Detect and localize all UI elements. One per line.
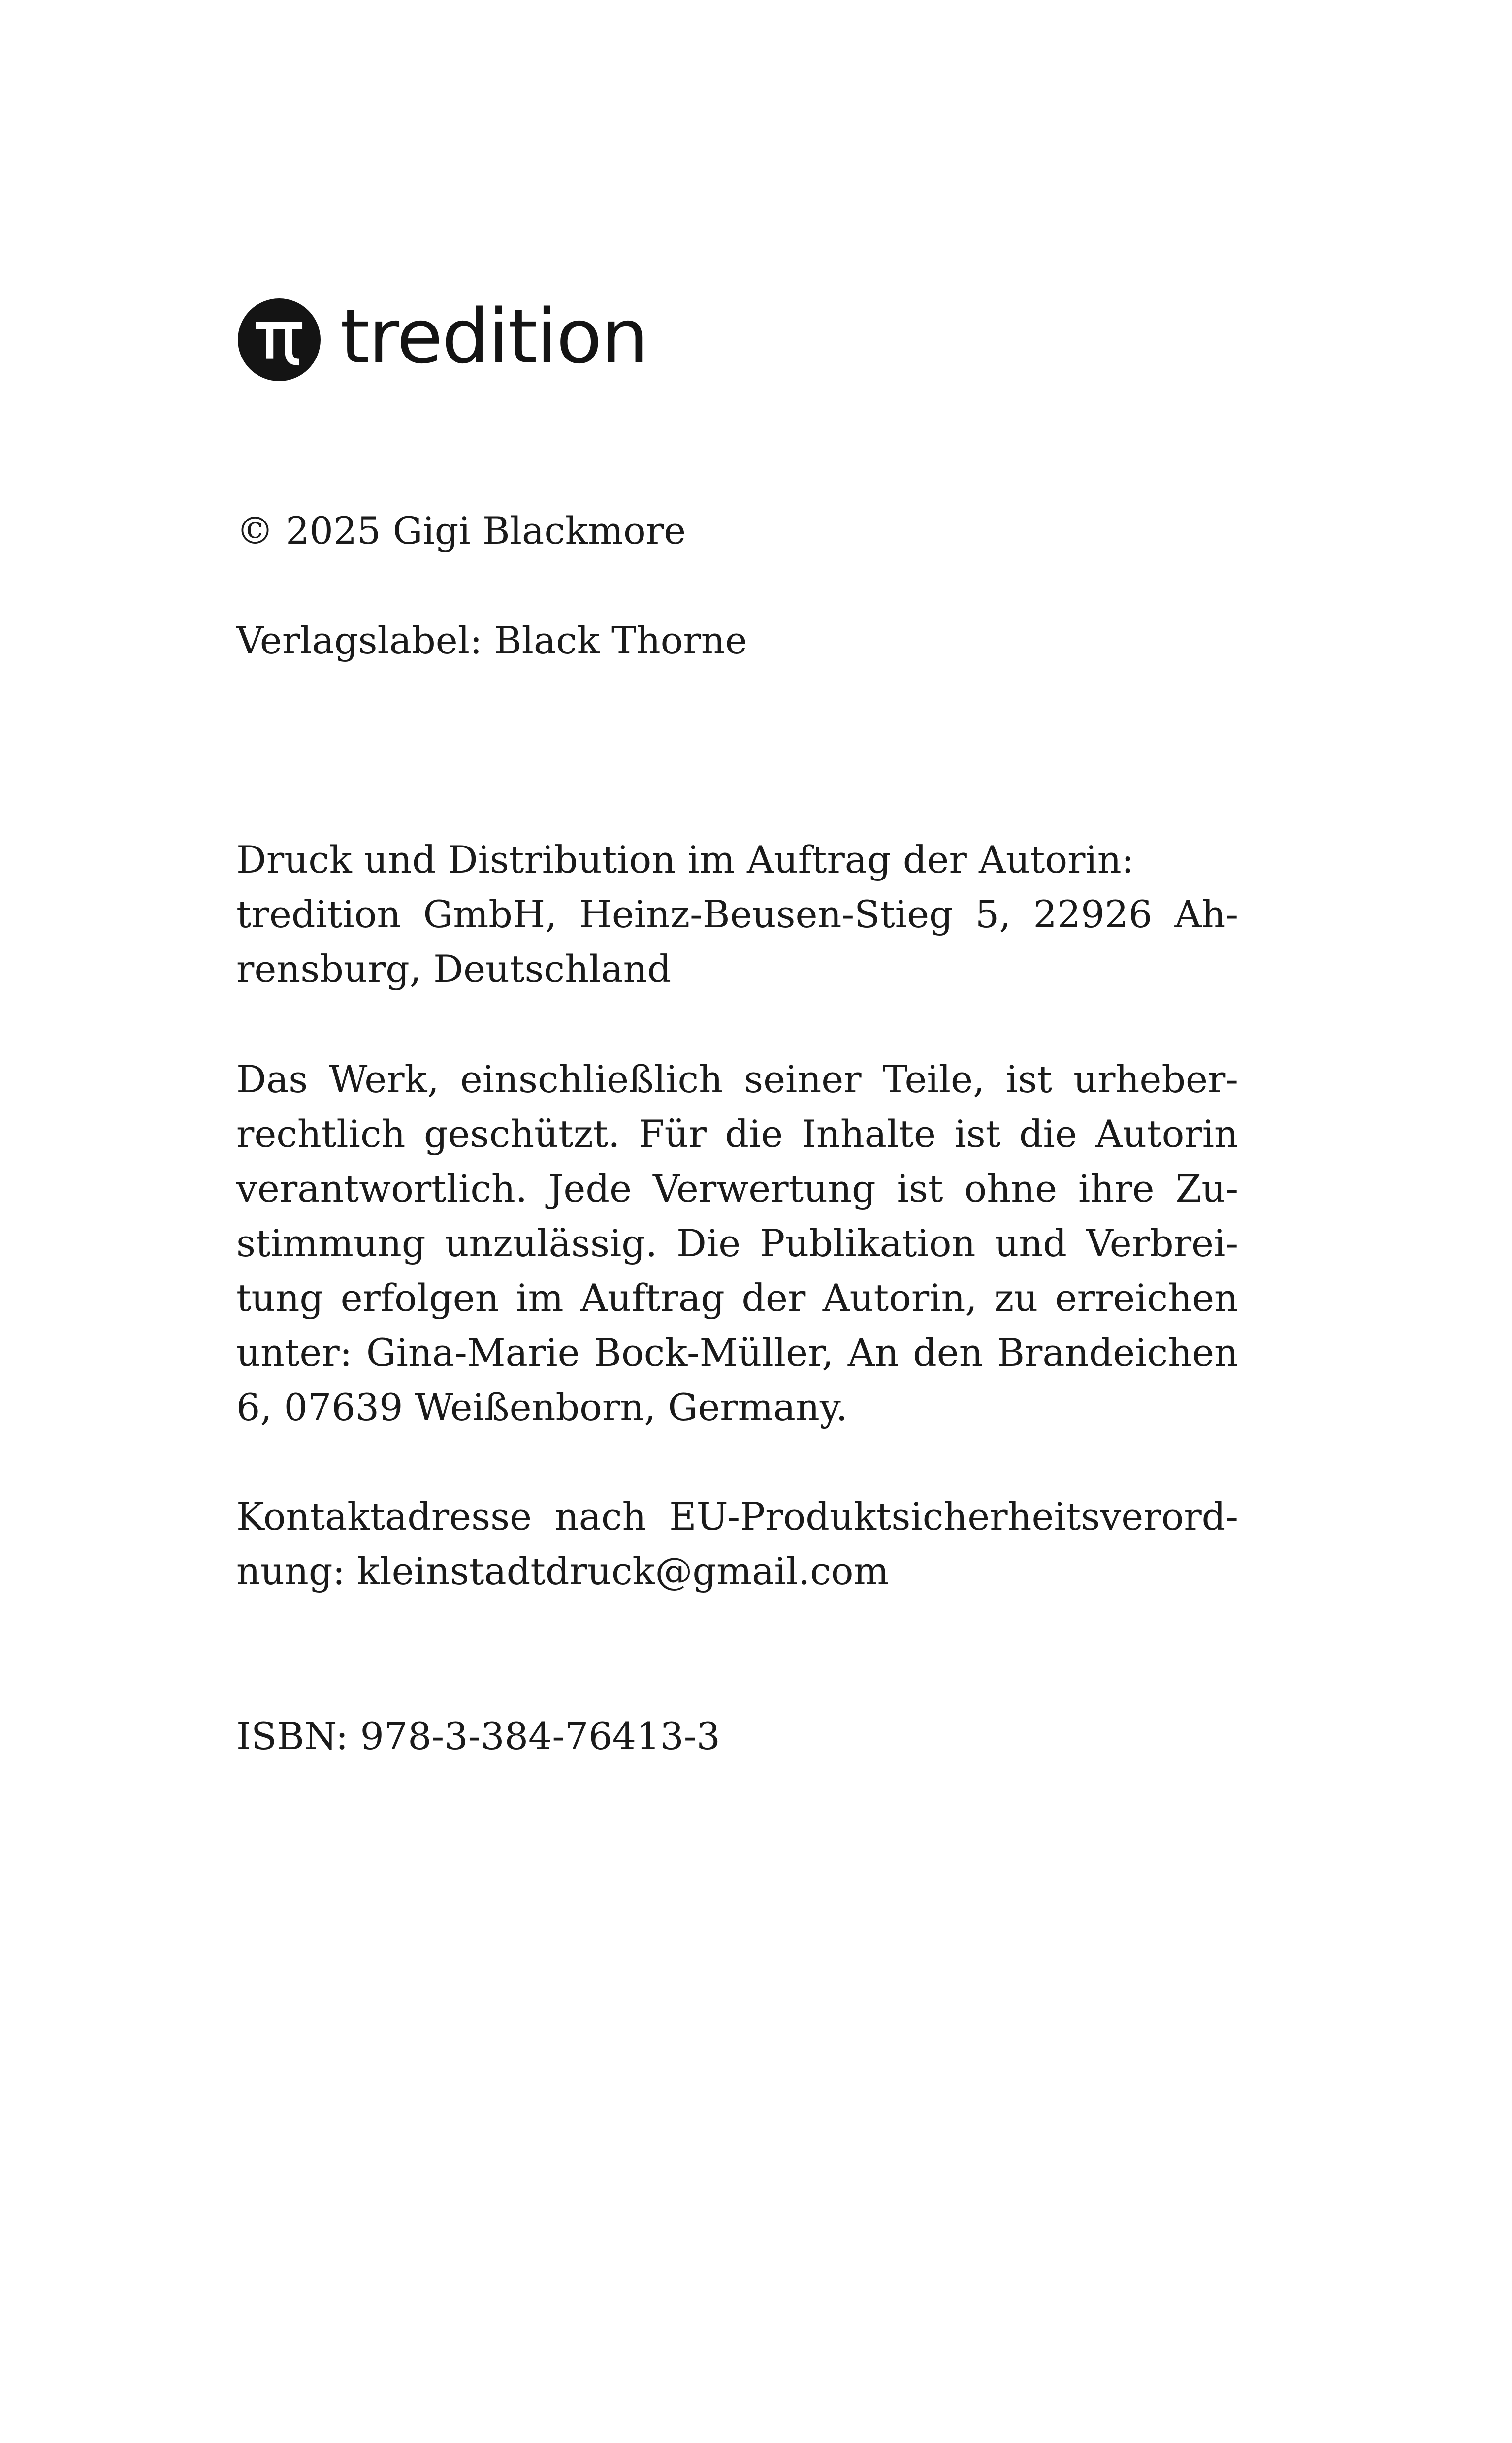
paragraph-line: rechtlich geschützt. Für die Inhalte ist die Autorin (236, 1112, 1238, 1156)
paragraph-line: tredition GmbH, Heinz-Beusen-Stieg 5, 22926 Ah- (236, 892, 1238, 936)
tredition-logo-icon (238, 298, 321, 381)
paragraph-line: rensburg, Deutschland (236, 947, 672, 991)
print-distribution-paragraph (236, 832, 1238, 996)
paragraph-line: tung erfolgen im Auftrag der Autorin, zu erreichen (236, 1276, 1238, 1320)
paragraph-line: Druck und Distribution im Auftrag der Autorin: (236, 838, 1134, 881)
paragraph-line: 6, 07639 Weißenborn, Germany. (236, 1385, 848, 1429)
copyright-legal-paragraph (236, 1052, 1238, 1434)
copyright-notice (236, 503, 1238, 558)
publisher-logo (238, 295, 647, 384)
paragraph-line: nung: kleinstadtdruck@gmail.com (236, 1549, 889, 1593)
paragraph-line: stimmung unzulässig. Die Publikation und Verbrei- (236, 1221, 1238, 1265)
logo-wordmark: tredition (340, 293, 648, 380)
publisher-label (236, 613, 1238, 668)
paragraph-line: Kontaktadresse nach EU-Produktsicherheitsverord- (236, 1495, 1238, 1538)
isbn-text: ISBN: 978-3-384-76413-3 (236, 1714, 720, 1758)
isbn (236, 1709, 1238, 1763)
paragraph-line: unter: Gina-Marie Bock-Müller, An den Brandeichen (236, 1331, 1238, 1374)
paragraph-line: verantwortlich. Jede Verwertung ist ohne ihre Zu- (236, 1167, 1238, 1210)
publisher-label-text: Verlagslabel: Black Thorne (236, 619, 747, 662)
contact-address-paragraph (236, 1489, 1238, 1598)
paragraph-line: Das Werk, einschließlich seiner Teile, ist urheber- (236, 1057, 1238, 1101)
copyright-text: © 2025 Gigi Blackmore (236, 509, 686, 553)
